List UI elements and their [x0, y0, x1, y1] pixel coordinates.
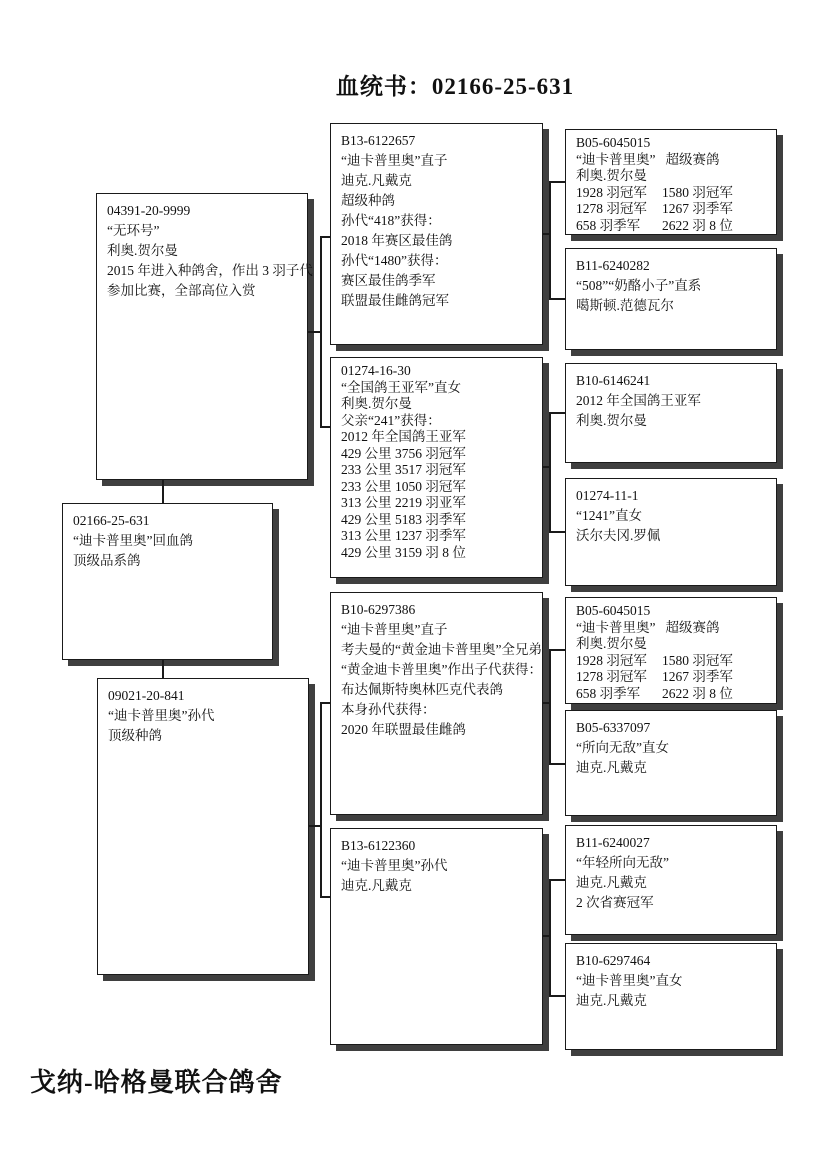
box-line-col: 超级赛鸽 [665, 151, 720, 167]
page-title: 血统书：02166-25-631 [335, 74, 575, 99]
box-line: 孙代“418”获得： [341, 213, 441, 228]
box-line: “迪卡普里奥”直子 [341, 153, 448, 168]
box-line: B05-6337097 [576, 720, 651, 735]
box-line: 迪克.凡戴克 [576, 875, 647, 890]
box-line: 2012 年全国鸽王亚军 [341, 429, 466, 444]
box-line: B13-6122360 [341, 838, 416, 853]
box-line: 利奥.贺尔曼 [576, 168, 647, 183]
box-line: 迪克.凡戴克 [576, 993, 647, 1008]
connector-line [549, 995, 565, 997]
box-line: “迪卡普里奥”直子 [341, 622, 448, 637]
box-line-col: 1928 羽冠军 [576, 652, 647, 668]
connector-line [320, 702, 322, 898]
connector-line [549, 181, 565, 183]
box-greatgrandparent-2 [565, 248, 777, 350]
box-line: “迪卡普里奥”孙代 [108, 708, 215, 723]
box-line: 孙代“1480”获得： [341, 253, 448, 268]
box-line-col: 1278 羽冠军 [576, 669, 647, 684]
box-line: 噶斯顿.范德瓦尔 [576, 298, 674, 313]
box-line: 01274-11-1 [576, 488, 639, 503]
box-line: B10-6297386 [341, 602, 416, 617]
box-line-col: 1267 羽季军 [662, 669, 733, 684]
box-line: 考夫曼的“黄金迪卡普里奥”全兄弟 [341, 642, 542, 657]
box-line: “迪卡普里奥”孙代 [341, 858, 448, 873]
box-dam [97, 678, 309, 975]
box-line: “黄金迪卡普里奥”作出子代获得： [341, 662, 542, 677]
connector-line [549, 298, 565, 300]
box-subject [62, 503, 273, 660]
box-line: 01274-16-30 [341, 363, 411, 378]
box-line [576, 669, 766, 686]
connector-line [549, 649, 565, 651]
connector-line [320, 896, 330, 898]
connector-line [549, 181, 551, 300]
box-line: 233 公里 1050 羽冠军 [341, 478, 466, 494]
box-line [576, 218, 766, 235]
box-line: 2018 年赛区最佳鸽 [341, 233, 453, 248]
box-line: 利奥.贺尔曼 [341, 396, 412, 411]
connector-line [549, 763, 565, 765]
box-line: 429 公里 5183 羽季军 [341, 511, 466, 527]
box-greatgrandparent-6 [565, 710, 777, 816]
box-grandparent-4 [330, 828, 543, 1045]
connector-line [320, 426, 330, 428]
box-line: 迪克.凡戴克 [341, 878, 412, 893]
connector-line [549, 412, 565, 414]
box-line: 313 公里 2219 羽亚军 [341, 495, 466, 510]
box-line [576, 185, 766, 202]
box-greatgrandparent-1 [565, 129, 777, 235]
box-grandparent-1 [330, 123, 543, 345]
box-line: 联盟最佳雌鸽冠军 [341, 293, 449, 308]
box-line: 顶级品系鸽 [73, 553, 141, 568]
box-line: 2012 年全国鸽王亚军 [576, 393, 701, 408]
connector-line [549, 531, 565, 533]
box-line: 超级种鸽 [341, 193, 395, 208]
connector-line [549, 879, 551, 997]
box-line-col: 658 羽季军 [576, 217, 641, 233]
box-line: 本身孙代获得： [341, 702, 436, 717]
box-sire [96, 193, 313, 480]
box-line: B11-6240282 [576, 258, 650, 273]
box-line: “无环号” [107, 223, 160, 238]
connector-line [320, 236, 322, 428]
box-grandparent-3 [330, 592, 543, 815]
connector-line [549, 412, 551, 533]
box-greatgrandparent-3 [565, 363, 777, 463]
box-line-col: 1580 羽冠军 [662, 652, 733, 668]
box-line: 313 公里 1237 羽季军 [341, 528, 466, 543]
box-line-col: 2622 羽 8 位 [662, 217, 733, 233]
box-line: 沃尔夫冈.罗佩 [576, 528, 661, 543]
box-line: 04391-20-9999 [107, 203, 191, 218]
connector-line [549, 649, 551, 765]
box-line: “全国鸽王亚军”直女 [341, 379, 461, 395]
box-line: 迪克.凡戴克 [341, 173, 412, 188]
box-line: 参加比赛，全部高位入赏 [107, 283, 256, 298]
connector-line [162, 480, 164, 503]
box-line: 利奥.贺尔曼 [576, 413, 647, 428]
box-line-col: 1580 羽冠军 [662, 184, 733, 200]
box-line [576, 686, 766, 703]
box-line-col: 2622 羽 8 位 [662, 685, 733, 701]
box-line-col: 1278 羽冠军 [576, 201, 647, 216]
box-line: 2 次省赛冠军 [576, 895, 654, 910]
box-line-col: “迪卡普里奥” [576, 619, 656, 635]
box-greatgrandparent-5 [565, 597, 777, 704]
box-line: B11-6240027 [576, 835, 650, 850]
box-line [576, 201, 766, 218]
box-line: 利奥.贺尔曼 [576, 636, 647, 651]
box-greatgrandparent-4 [565, 478, 777, 586]
box-line: 2020 年联盟最佳雌鸽 [341, 722, 466, 737]
box-greatgrandparent-8 [565, 943, 777, 1050]
box-line: B10-6297464 [576, 953, 651, 968]
box-line: 429 公里 3159 羽 8 位 [341, 544, 466, 560]
connector-line [549, 879, 565, 881]
box-line-col: 1928 羽冠军 [576, 184, 647, 200]
box-line-col: 1267 羽季军 [662, 201, 733, 216]
box-line: 2015 年进入种鸽舍，作出 3 羽子代 [107, 263, 313, 278]
box-line-col: “迪卡普里奥” [576, 151, 656, 167]
loft-name: 戈纳-哈格曼联合鸽舍 [30, 1068, 283, 1097]
box-line [576, 653, 766, 670]
box-line: 顶级种鸽 [108, 728, 162, 743]
box-line: “508”“奶酪小子”直系 [576, 278, 702, 293]
box-line: B13-6122657 [341, 133, 416, 148]
box-line: 迪克.凡戴克 [576, 760, 647, 775]
box-line-col: 超级赛鸽 [665, 619, 720, 635]
connector-line [320, 702, 330, 704]
box-line-col: 658 羽季军 [576, 685, 641, 701]
connector-line [320, 236, 330, 238]
box-line: “年轻所向无敌” [576, 855, 669, 870]
box-line [576, 620, 766, 637]
box-line: B05-6045015 [576, 135, 651, 150]
box-line: 233 公里 3517 羽冠军 [341, 462, 466, 477]
box-line: 09021-20-841 [108, 688, 185, 703]
connector-line [162, 660, 164, 678]
box-line: “1241”直女 [576, 508, 642, 523]
box-line: B05-6045015 [576, 603, 651, 618]
box-line: 布达佩斯特奥林匹克代表鸽 [341, 682, 503, 697]
box-line: “迪卡普里奥”回血鸽 [73, 533, 193, 548]
box-greatgrandparent-7 [565, 825, 777, 935]
box-line [576, 152, 766, 169]
box-line: 429 公里 3756 羽冠军 [341, 445, 466, 461]
box-line: “迪卡普里奥”直女 [576, 973, 683, 988]
box-line: 赛区最佳鸽季军 [341, 273, 436, 288]
box-grandparent-2 [330, 357, 543, 578]
box-line: “所向无敌”直女 [576, 740, 669, 755]
box-line: 父亲“241”获得： [341, 412, 441, 428]
box-line: 利奥.贺尔曼 [107, 243, 178, 258]
box-line: B10-6146241 [576, 373, 651, 388]
box-line: 02166-25-631 [73, 513, 150, 528]
